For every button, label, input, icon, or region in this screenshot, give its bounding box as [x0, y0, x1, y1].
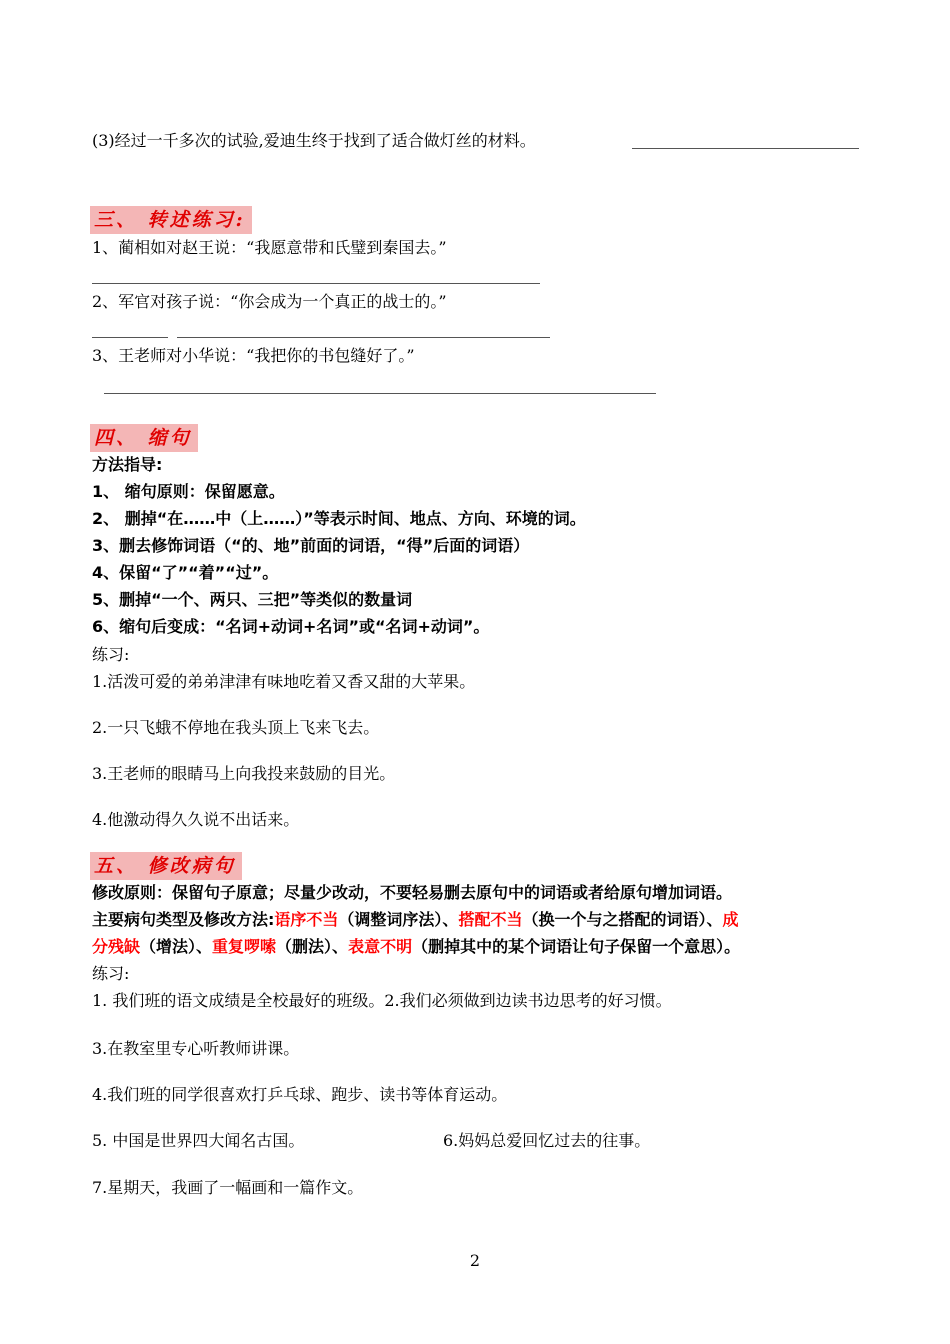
method-item-5: 5、删掉“一个、两只、三把”等类似的数量词 [92, 590, 413, 609]
condense-item-4: 4.他激动得久久说不出话来。 [92, 810, 300, 829]
section-heading-3: 三、 转述练习: [90, 206, 252, 234]
answer-blank[interactable] [177, 337, 550, 338]
condense-item-3: 3.王老师的眼睛马上向我投来鼓励的目光。 [92, 764, 396, 783]
section-heading-5: 五、 修改病句 [90, 852, 242, 880]
error-types-line-1 [92, 910, 738, 930]
page-number: 2 [469, 1251, 481, 1270]
answer-blank[interactable] [632, 148, 859, 149]
error-fix-collocation: （换一个与之搭配的词语）、 [522, 910, 723, 929]
condense-item-1: 1.活泼可爱的弟弟津津有味地吃着又香又甜的大苹果。 [92, 672, 476, 691]
error-types-lead: 主要病句类型及修改方法: [92, 910, 275, 929]
error-type-collocation: 搭配不当 [458, 910, 523, 929]
error-fix-missing-part: （增法）、 [140, 937, 213, 956]
answer-blank[interactable] [92, 283, 540, 284]
error-fix-ambiguity: （删掉其中的某个词语让句子保留一个意思）。 [412, 937, 741, 956]
method-item-2: 2、 删掉“在……中（上……）”等表示时间、地点、方向、环境的词。 [92, 509, 586, 528]
error-type-missing-part-a: 成 [722, 910, 739, 929]
method-item-6: 6、缩句后变成：“名词+动词+名词”或“名词+动词”。 [92, 617, 490, 636]
practice-label: 练习: [92, 964, 130, 983]
condense-item-2: 2.一只飞蛾不停地在我头顶上飞来飞去。 [92, 718, 380, 737]
method-item-1: 1、 缩句原则：保留愿意。 [92, 482, 285, 501]
answer-blank[interactable] [104, 393, 656, 394]
sentence-3: (3)经过一千多次的试验,爱迪生终于找到了适合做灯丝的材料。 [92, 131, 536, 150]
reported-speech-item-3: 3、王老师对小华说：“我把你的书包缝好了。” [92, 346, 415, 365]
revise-item-4: 4.我们班的同学很喜欢打乒乓球、跑步、读书等体育运动。 [92, 1085, 508, 1104]
error-type-missing-part-b: 分残缺 [92, 937, 141, 956]
revise-item-7: 7.星期天，我画了一幅画和一篇作文。 [92, 1178, 364, 1197]
reported-speech-item-2: 2、军官对孩子说：“你会成为一个真正的战士的。” [92, 292, 447, 311]
error-type-word-order: 语序不当 [274, 910, 339, 929]
revision-principle: 修改原则：保留句子原意；尽量少改动，不要轻易删去原句中的词语或者给原句增加词语。 [92, 883, 733, 902]
revise-item-5: 5. 中国是世界四大闻名古国。 [92, 1131, 305, 1150]
error-types-line-2 [92, 937, 740, 957]
error-fix-redundancy: （删法）、 [276, 937, 349, 956]
error-type-redundancy: 重复啰嗦 [212, 937, 277, 956]
revise-item-3: 3.在教室里专心听教师讲课。 [92, 1039, 300, 1058]
section-heading-4: 四、 缩句 [90, 424, 198, 452]
error-type-ambiguity: 表意不明 [348, 937, 413, 956]
revise-item-6: 6.妈妈总爱回忆过去的往事。 [443, 1131, 651, 1150]
revise-items-1-2: 1. 我们班的语文成绩是全校最好的班级。2.我们必须做到边读书边思考的好习惯。 [92, 991, 672, 1010]
method-title: 方法指导: [92, 455, 163, 474]
practice-label: 练习: [92, 645, 130, 664]
answer-blank[interactable] [92, 337, 168, 338]
method-item-4: 4、保留“了”“着”“过”。 [92, 563, 279, 582]
reported-speech-item-1: 1、蔺相如对赵王说：“我愿意带和氏璧到秦国去。” [92, 238, 447, 257]
method-item-3: 3、删去修饰词语（“的、地”前面的词语，“得”后面的词语） [92, 536, 530, 555]
error-fix-word-order: （调整词序法）、 [338, 910, 459, 929]
